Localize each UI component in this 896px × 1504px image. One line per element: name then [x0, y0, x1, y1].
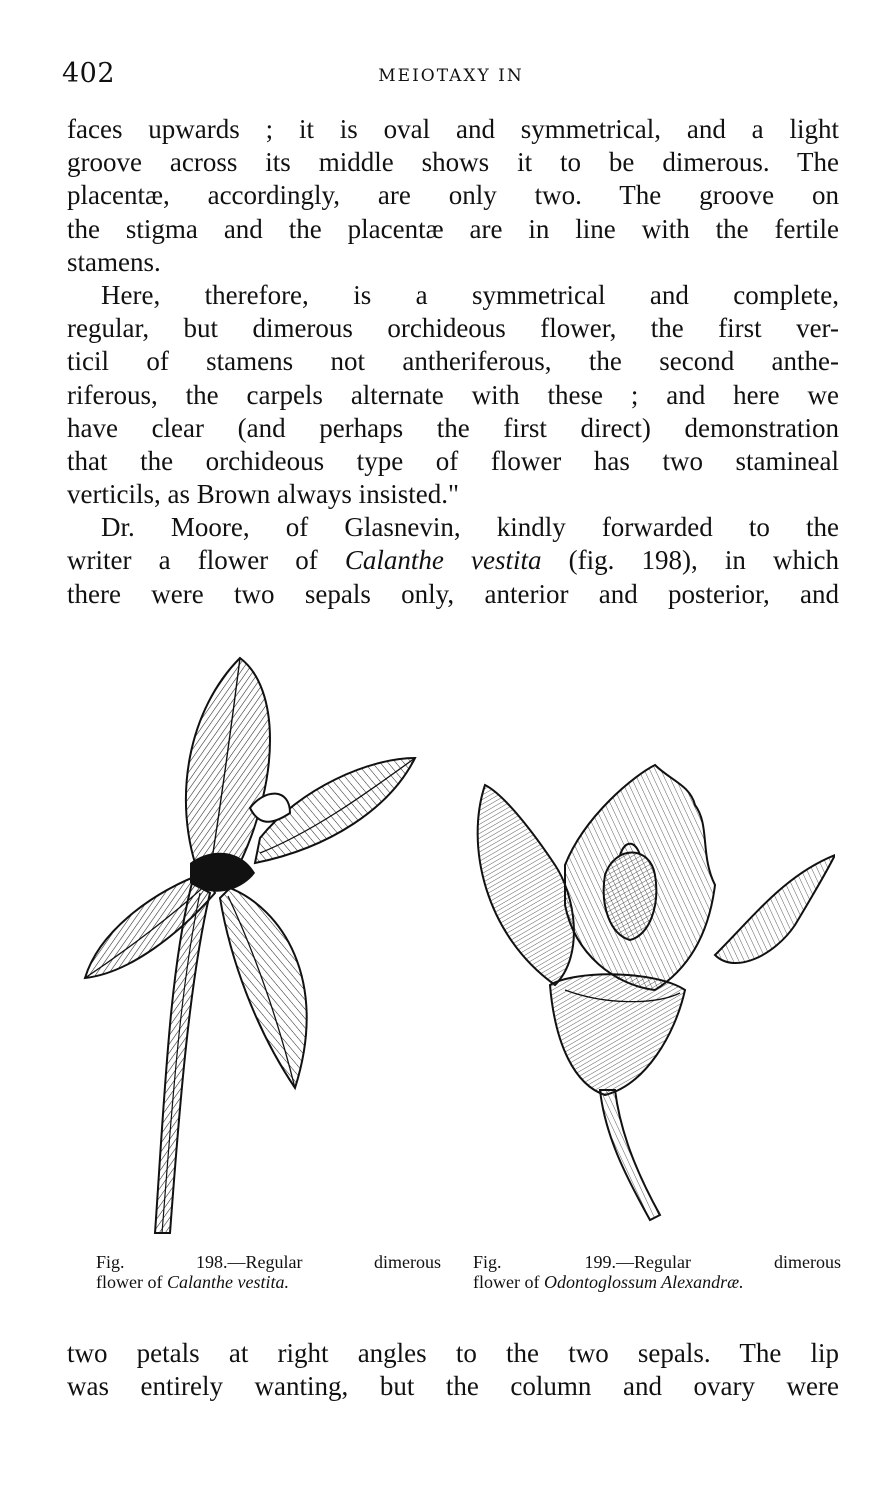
text-line: Here, therefore, is a symmetrical and complete, — [101, 279, 839, 310]
lower-sepal — [220, 888, 307, 1088]
text-line — [67, 544, 839, 577]
text-line: regular, but dimerous orchideous flower, the first ver- — [67, 313, 839, 344]
text-line: have clear (and perhaps the first direct) demonstration — [67, 412, 839, 443]
figure-198-calanthe-illustration — [80, 648, 420, 1238]
text-line: placentæ, accordingly, are only two. The groove on — [67, 180, 839, 211]
text-line: was entirely wanting, but the column and ovary were — [67, 1371, 839, 1402]
text-line: Dr. Moore, of Glasnevin, kindly forwarded to the — [101, 512, 839, 543]
text-segment: writer a flower of — [67, 545, 345, 576]
caption-segment: flower of — [96, 1272, 167, 1292]
text-line: there were two sepals only, anterior and posterior, and — [67, 578, 839, 609]
flower-stalk — [600, 1090, 660, 1220]
figure-199-caption — [473, 1252, 841, 1292]
species-name: Calanthe vestita. — [166, 1272, 289, 1292]
upper-sepal — [186, 658, 270, 878]
species-name: Calanthe vestita — [344, 545, 542, 576]
running-head — [62, 58, 840, 94]
caption-segment: flower of — [473, 1272, 544, 1292]
right-sepal — [715, 855, 835, 963]
caption-line: Fig. 199.—Regular dimerous — [473, 1252, 841, 1272]
text-line: groove across its middle shows it to be dimerous. The — [67, 147, 839, 178]
text-line: riferous, the carpels alternate with these ; and here we — [67, 379, 839, 410]
text-line: verticils, as Brown always insisted." — [67, 479, 459, 510]
left-sepal — [478, 785, 574, 985]
species-name: Odontoglossum Alexandræ. — [543, 1272, 744, 1292]
page-number: 402 — [62, 58, 116, 89]
caption-line — [96, 1272, 441, 1292]
figure-199-odontoglossum-illustration — [455, 755, 835, 1225]
text-line: two petals at right angles to the two sepals. The lip — [67, 1338, 839, 1368]
text-line: stamens. — [67, 246, 161, 277]
body-text-bottom — [67, 1337, 839, 1403]
text-segment: (fig. 198), in which — [541, 545, 839, 576]
text-line: that the orchideous type of flower has two stamineal — [67, 445, 839, 476]
body-text-top — [67, 113, 839, 611]
caption-line — [473, 1272, 841, 1292]
text-line: the stigma and the placentæ are in line with the fertile — [67, 213, 839, 244]
figure-198-caption — [96, 1252, 441, 1292]
text-line: faces upwards ; it is oval and symmetrical, and a light — [67, 114, 839, 144]
caption-line: Fig. 198.—Regular dimerous — [96, 1252, 441, 1272]
text-line: ticil of stamens not antheriferous, the second anthe- — [67, 346, 839, 377]
running-title: MEIOTAXY IN — [378, 66, 524, 86]
